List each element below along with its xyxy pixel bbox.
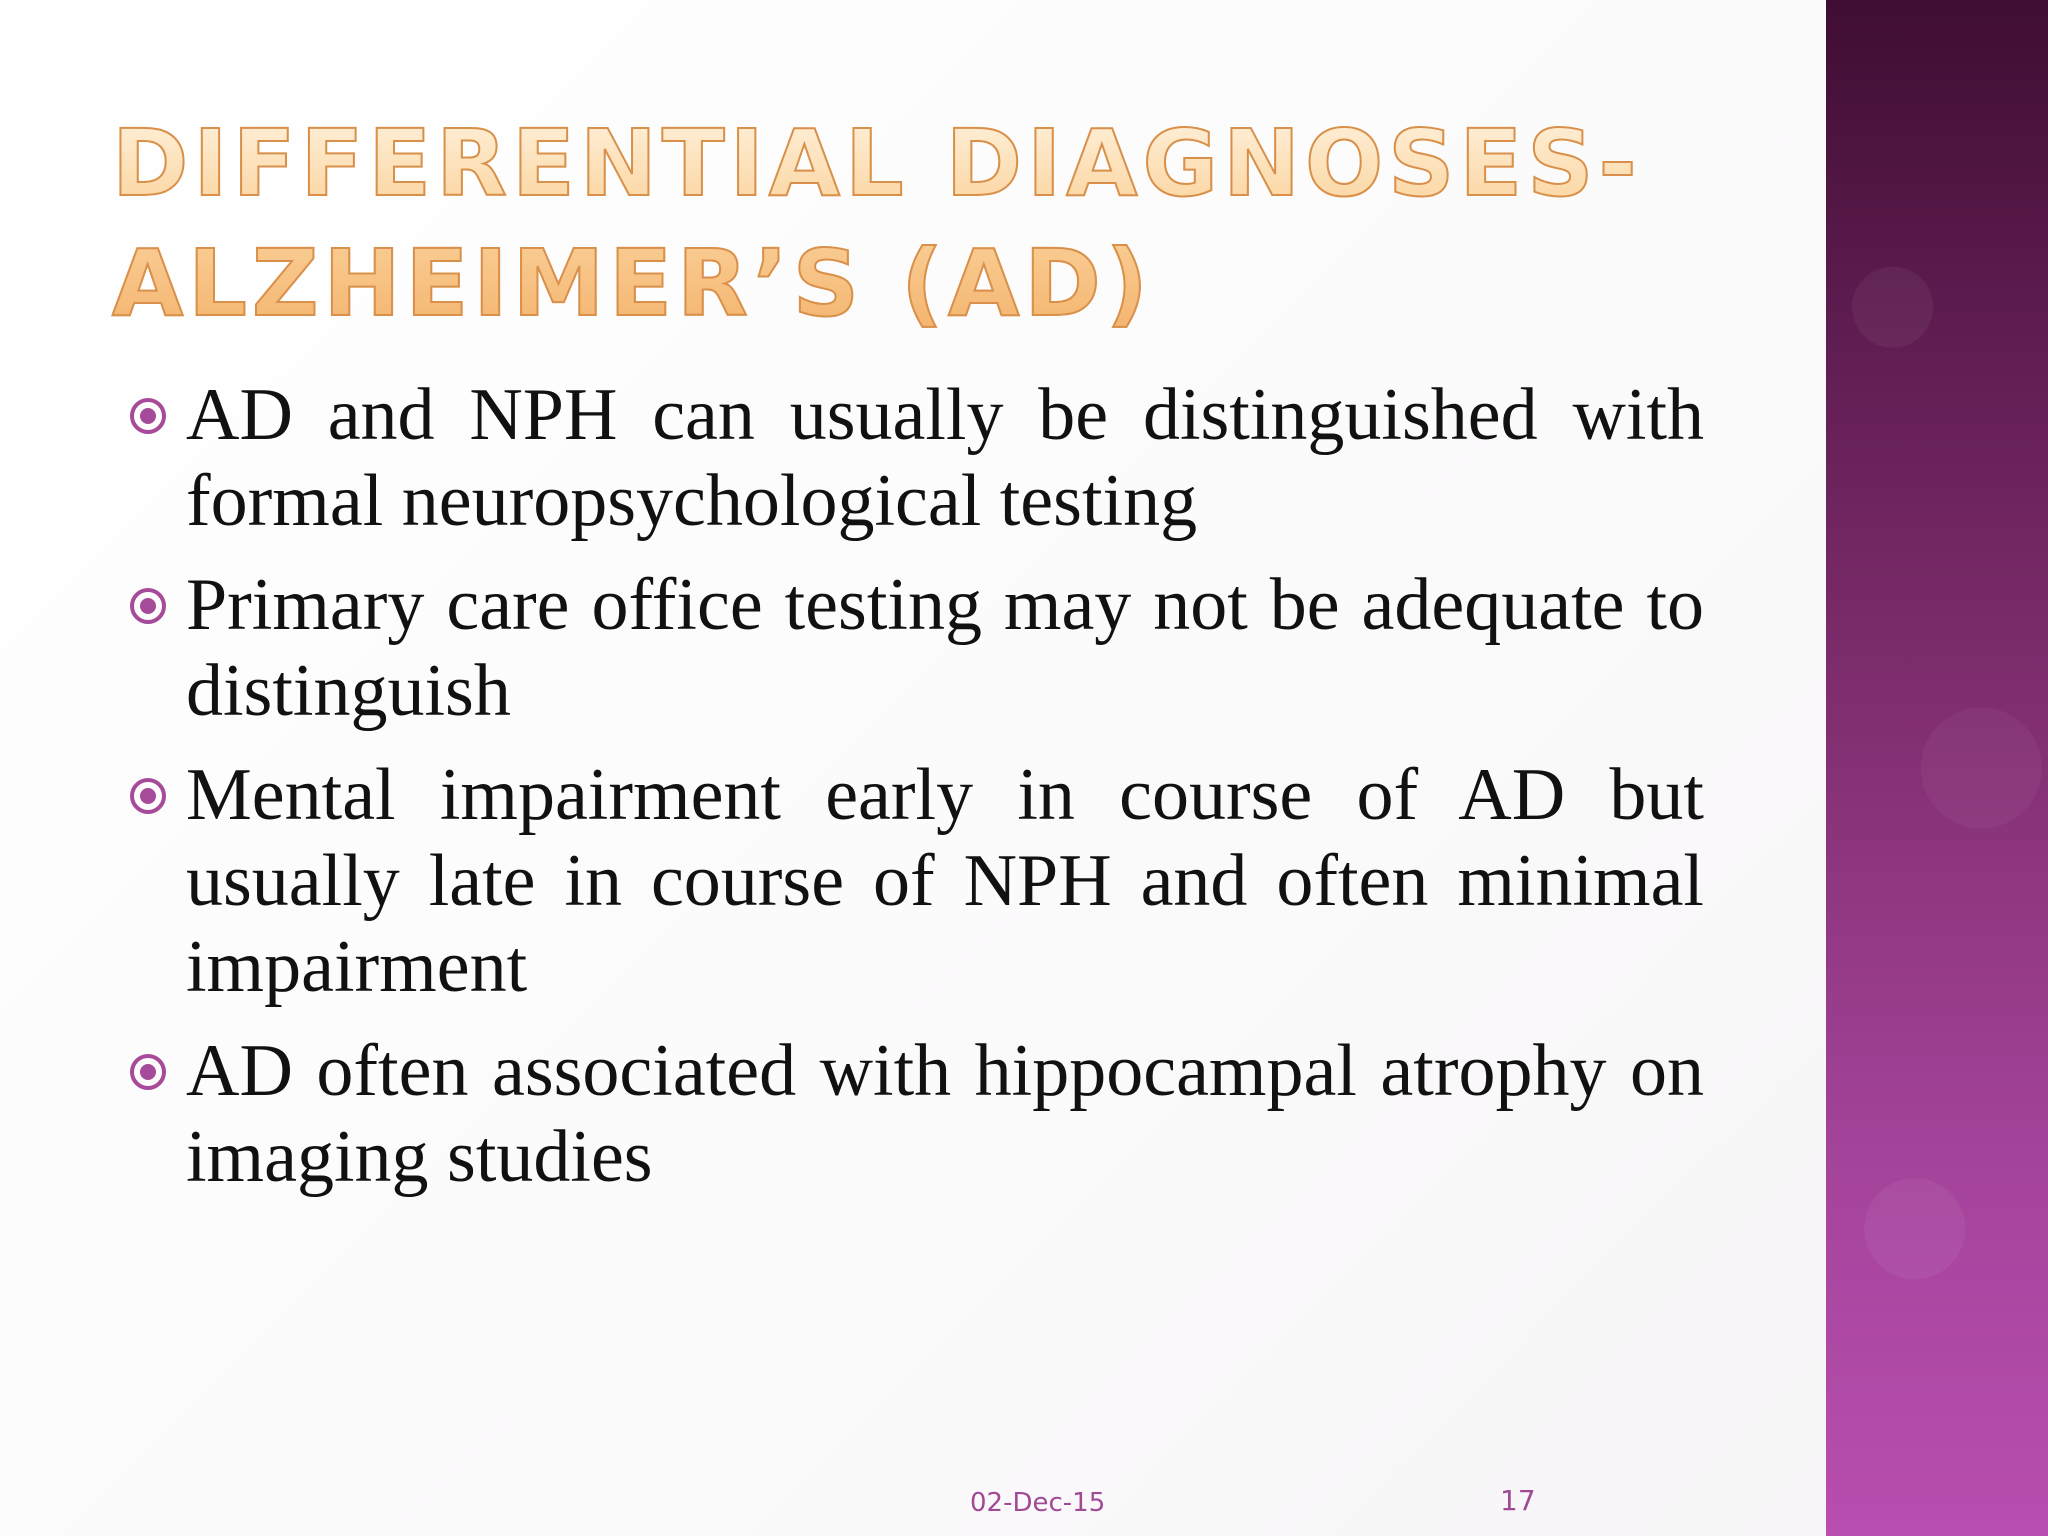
slide-title — [112, 104, 1752, 344]
bullet-item — [128, 1028, 1704, 1200]
circled-dot-icon — [128, 776, 168, 816]
bullet-item — [128, 562, 1704, 734]
circled-dot-icon — [128, 1052, 168, 1092]
decorative-side-panel — [1826, 0, 2048, 1536]
circled-dot-icon — [128, 586, 168, 626]
bullet-list — [128, 372, 1704, 1218]
bullet-text: Mental impairment early in course of AD but usually late in course of NPH and often minimal impairment — [186, 754, 1704, 1008]
bullet-item — [128, 372, 1704, 544]
circled-dot-icon — [128, 396, 168, 436]
bullet-text: Primary care office testing may not be adequate to distinguish — [186, 564, 1704, 732]
title-line-1: DIFFERENTIAL DIAGNOSES- — [112, 110, 1642, 217]
bullet-text: AD and NPH can usually be distinguished with formal neuropsychological testing — [186, 374, 1704, 542]
bullet-text: AD often associated with hippocampal atrophy on imaging studies — [186, 1030, 1704, 1198]
footer-date: 02-Dec-15 — [970, 1488, 1106, 1518]
bullet-item — [128, 752, 1704, 1010]
page-number: 17 — [1500, 1484, 1536, 1517]
title-line-2: ALZHEIMER’S (AD) — [112, 230, 1153, 337]
